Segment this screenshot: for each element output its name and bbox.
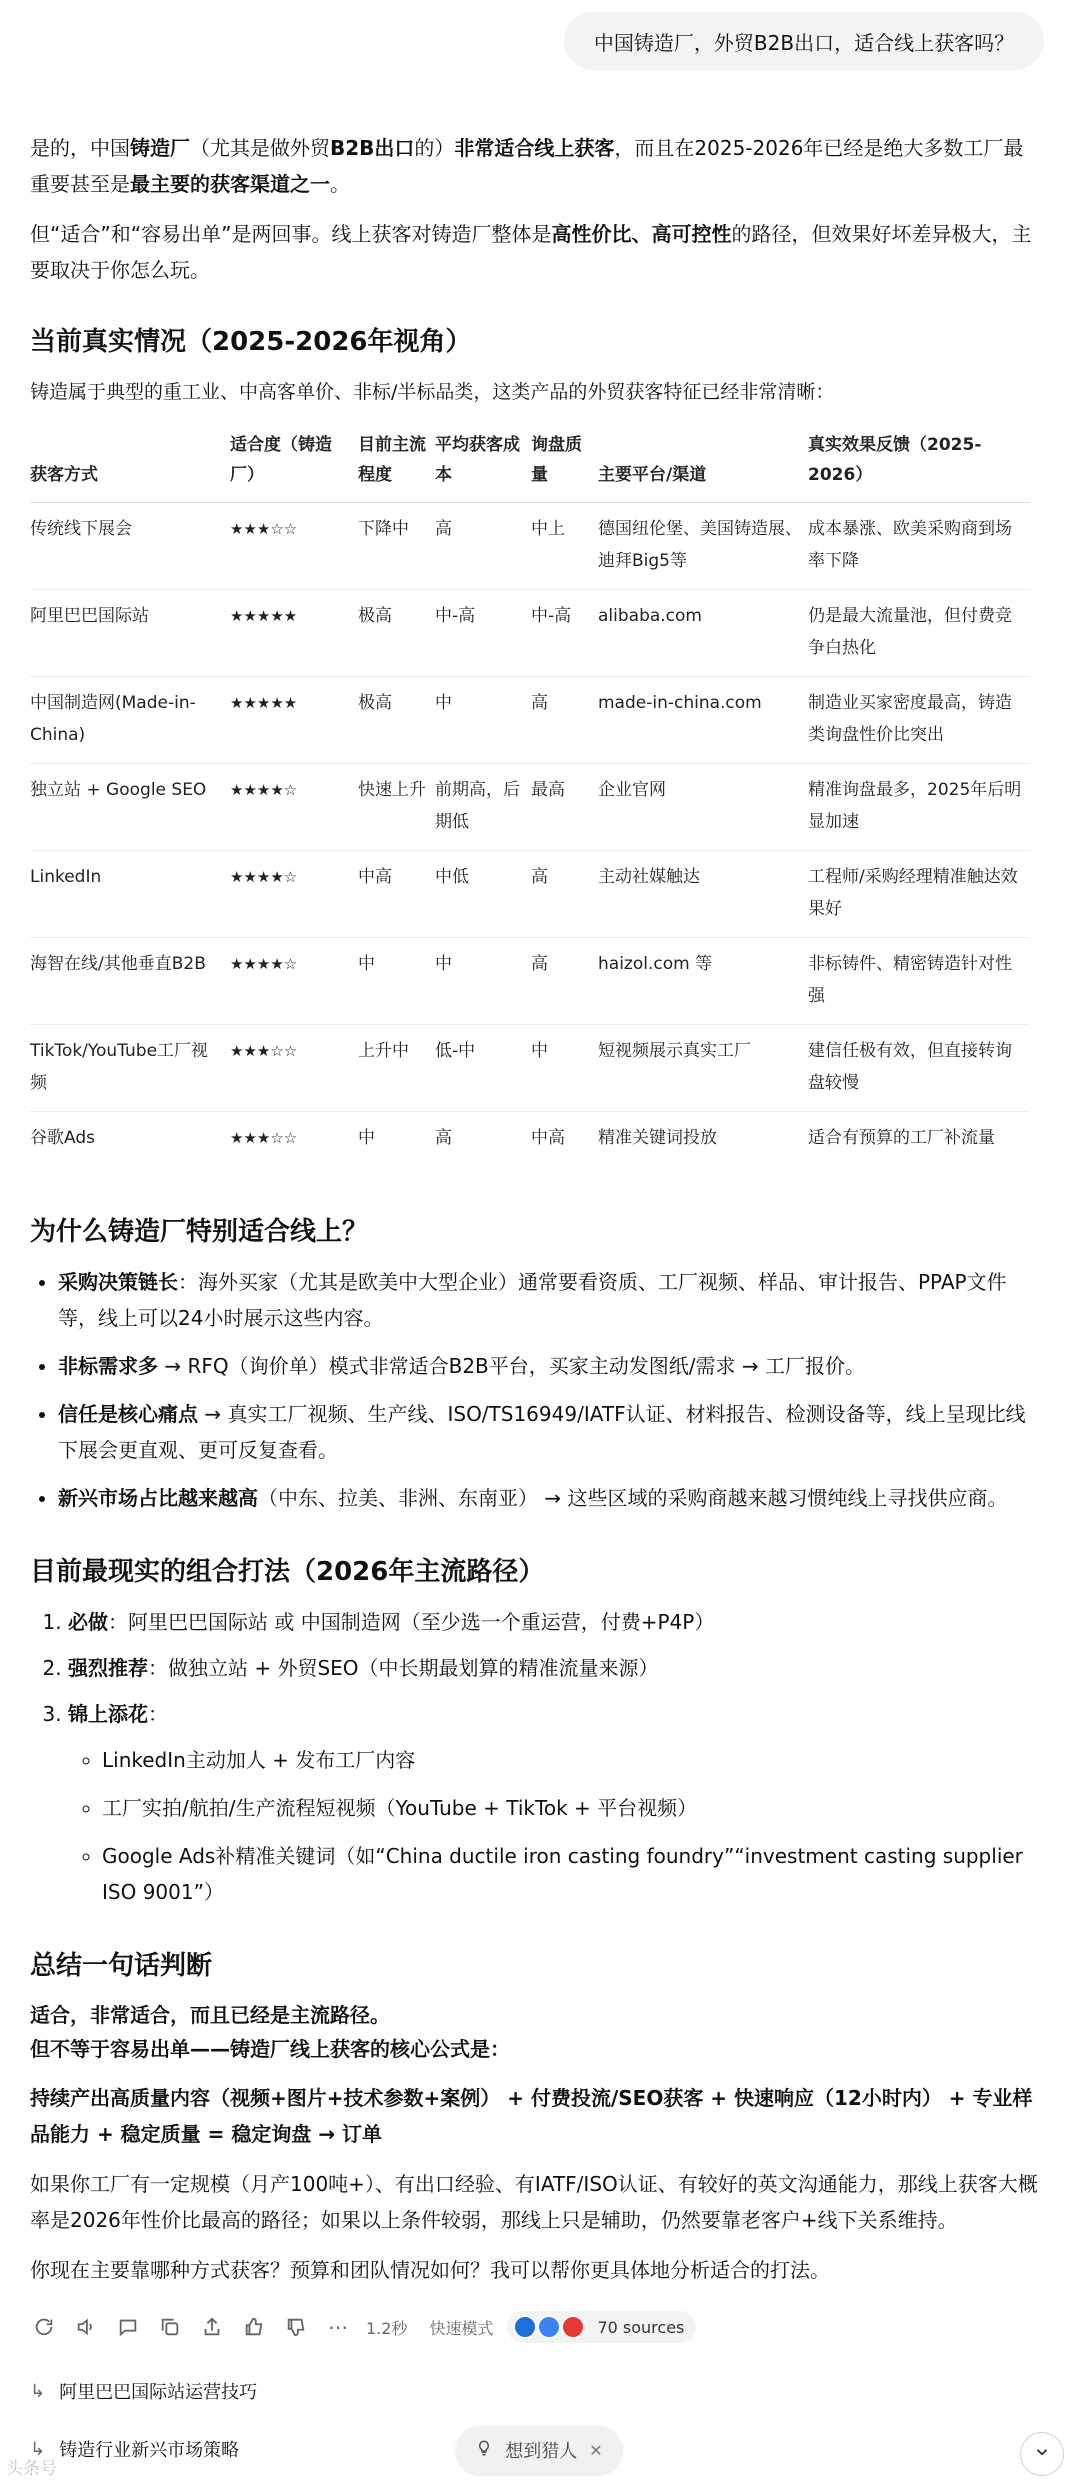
summary-line: 但不等于容易出单——铸造厂线上获客的核心公式是： (30, 2037, 510, 2061)
table-header-cell: 主要平台/渠道 (598, 424, 808, 503)
rating-stars: ★★★★★ (230, 590, 358, 677)
table-cell: 谷歌Ads (30, 1128, 95, 1148)
source-favicon (513, 2315, 537, 2339)
user-message-text: 中国铸造厂，外贸B2B出口，适合线上获客吗？ (593, 30, 1015, 55)
table-header-cell: 适合度（铸造厂） (230, 424, 358, 503)
section-title: 为什么铸造厂特别适合线上？ (30, 1217, 369, 1247)
sub-list-item: ◦ 工厂实拍/航拍/生产流程短视频（YouTube + TikTok + 平台视频） (102, 1790, 1040, 1826)
table-row (30, 938, 1030, 1025)
rating-stars: ★★★☆☆ (230, 503, 358, 590)
table-cell: 高 (531, 677, 598, 764)
table-cell: 精准关键词投放 (598, 1128, 717, 1148)
intro-paragraph: 但“适合”和“容易出单”是两回事。线上获客对铸造厂整体是高性价比、高可控性的路径，但效果好坏差异极大，主要取决于你怎么玩。 (30, 222, 1032, 282)
table-cell: haizol.com 等 (598, 938, 808, 1025)
table-cell: 适合有预算的工厂补流量 (808, 1128, 995, 1148)
list-item: • 采购决策链长：海外买家（尤其是欧美中大型企业）通常要看资质、工厂视频、样品、审计报告、PPAP文件等，线上可以24小时展示这些内容。 (58, 1264, 1040, 1336)
more-icon[interactable]: ⋯ (328, 2315, 348, 2339)
table-row (30, 1112, 1030, 1167)
table-cell: 极高 (358, 590, 435, 677)
table-cell: 高 (435, 503, 531, 590)
table-cell: 中国制造网(Made-in-China) (30, 677, 230, 764)
sources-count: 70 sources (597, 2317, 685, 2337)
table-cell: 海智在线/其他垂直B2B (30, 938, 230, 1025)
bulb-icon (475, 2438, 493, 2463)
thumbs-down-icon[interactable] (282, 2313, 310, 2341)
sub-list-item: ◦ LinkedIn主动加人 + 发布工厂内容 (102, 1742, 1040, 1778)
summary-lines (30, 1998, 1040, 2066)
response-toolbar (30, 2310, 696, 2344)
list-item: • 非标需求多 → RFQ（询价单）模式非常适合B2B平台，买家主动发图纸/需求 → 工厂报价。 (58, 1348, 1040, 1384)
source-favicon (561, 2315, 585, 2339)
rating-stars: ★★★★☆ (230, 938, 358, 1025)
rating-stars: ★★★☆☆ (230, 1025, 358, 1112)
sub-list (68, 1742, 1040, 1910)
table-body (30, 503, 1030, 1167)
reasons-list (30, 1264, 1040, 1516)
table-header-cell: 获客方式 (30, 424, 230, 503)
share-icon[interactable] (198, 2313, 226, 2341)
table-cell: 高 (531, 938, 598, 1025)
response-mode: 快速模式 (429, 2318, 494, 2338)
table-row (30, 851, 1030, 938)
thumbs-up-icon[interactable] (240, 2313, 268, 2341)
table-cell: 短视频展示真实工厂 (598, 1025, 808, 1112)
table-row (30, 590, 1030, 677)
table-row (30, 677, 1030, 764)
section-title: 总结一句话判断 (30, 1951, 213, 1981)
speaker-icon[interactable] (72, 2313, 100, 2341)
table-cell: 德国纽伦堡、美国铸造展、迪拜Big5等 (598, 503, 808, 590)
table-header-cell: 平均获客成本 (435, 424, 531, 503)
section-lead: 铸造属于典型的重工业、中高客单价、非标/半标品类，这类产品的外贸获客特征已经非常清晰： (30, 381, 835, 403)
table-cell: 企业官网 (598, 764, 808, 851)
table-cell: 下降中 (358, 503, 435, 590)
assistant-answer (30, 130, 1040, 2302)
table-cell: 精准询盘最多，2025年后明显加速 (808, 764, 1030, 851)
scroll-down-button[interactable] (1020, 2432, 1064, 2476)
user-message-bubble (564, 12, 1044, 70)
list-item: • 新兴市场占比越来越高（中东、拉美、非洲、东南亚） → 这些区域的采购商越来越习惯纯线上寻找供应商。 (58, 1480, 1040, 1516)
watermark: 头条号 (6, 2459, 57, 2479)
table-header-cell: 真实效果反馈（2025-2026） (808, 424, 1030, 503)
suggestion-text: 铸造行业新兴市场策略 (59, 2440, 240, 2461)
sub-list-item: ◦ Google Ads补精准关键词（如“China ductile iron casting foundry”“investment casting supplier ISO 9001”） (102, 1838, 1040, 1910)
table-cell: 仍是最大流量池，但付费竞争白热化 (808, 590, 1030, 677)
list-item: 1. 必做：阿里巴巴国际站 或 中国制造网（至少选一个重运营，付费+P4P） (68, 1604, 1040, 1640)
table-cell: 成本暴涨、欧美采购商到场率下降 (808, 503, 1030, 590)
summary-formula: 持续产出高质量内容（视频+图片+技术参数+案例） + 付费投流/SEO获客 + 快速响应（12小时内） + 专业样品能力 + 稳定质量 = 稳定询盘 → 订单 (30, 2086, 1033, 2146)
table-cell: 中-高 (435, 590, 531, 677)
table-header-cell: 目前主流程度 (358, 424, 435, 503)
table-cell: 上升中 (358, 1025, 435, 1112)
section-title: 当前真实情况（2025-2026年视角） (30, 327, 472, 357)
arrow-return-icon: ↳ (30, 2380, 46, 2402)
table-cell: 高 (435, 1128, 452, 1148)
copy-icon[interactable] (156, 2313, 184, 2341)
intro (30, 130, 1040, 288)
table-cell: 中 (358, 938, 435, 1025)
response-time: 1.2秒 (366, 2318, 408, 2338)
table-row (30, 503, 1030, 590)
table-cell: LinkedIn (30, 851, 230, 938)
source-favicon (537, 2315, 561, 2339)
suggestion-text: 阿里巴巴国际站运营技巧 (59, 2382, 258, 2403)
table-cell: 中 (358, 1128, 375, 1148)
table-cell: 中-高 (531, 590, 598, 677)
table-cell: TikTok/YouTube工厂视频 (30, 1025, 230, 1112)
table-cell: 中 (435, 677, 531, 764)
floating-pill-label: 想到猎人 (505, 2441, 578, 2462)
rating-stars: ★★★★☆ (230, 764, 358, 851)
suggestion-item[interactable] (30, 2378, 257, 2404)
table-cell: alibaba.com (598, 590, 808, 677)
table-cell: 极高 (358, 677, 435, 764)
intro-paragraph: 是的，中国铸造厂（尤其是做外贸B2B出口的）非常适合线上获客，而且在2025-2026年已经是绝大多数工厂最重要甚至是最主要的获客渠道之一。 (30, 136, 1024, 196)
table-cell: 主动社媒触达 (598, 851, 808, 938)
rating-stars: ★★★★★ (230, 677, 358, 764)
table-cell: 中低 (435, 851, 531, 938)
table-cell: 低-中 (435, 1025, 531, 1112)
regenerate-icon[interactable] (30, 2313, 58, 2341)
table-cell: 中 (435, 938, 531, 1025)
table-cell: 中高 (531, 1128, 565, 1148)
comment-icon[interactable] (114, 2313, 142, 2341)
rating-stars: ★★★★☆ (230, 851, 358, 938)
channel-comparison-table (30, 424, 1030, 1166)
table-cell: 中 (531, 1025, 598, 1112)
sources-button[interactable] (507, 2311, 696, 2343)
table-cell: 制造业买家密度最高，铸造类询盘性价比突出 (808, 677, 1030, 764)
chevron-down-icon (1033, 2442, 1051, 2466)
table-row (30, 764, 1030, 851)
table-cell: 建信任极有效，但直接转询盘较慢 (808, 1025, 1030, 1112)
table-cell: 中上 (531, 503, 598, 590)
rating-stars: ★★★☆☆ (230, 1129, 298, 1147)
table-cell: 工程师/采购经理精准触达效果好 (808, 851, 1030, 938)
floating-suggestion-pill[interactable] (456, 2426, 622, 2474)
table-cell: 阿里巴巴国际站 (30, 590, 230, 677)
close-icon[interactable]: ✕ (589, 2440, 603, 2460)
table-header-row (30, 424, 1030, 503)
table-header-cell: 询盘质量 (531, 424, 598, 503)
table-cell: 最高 (531, 764, 598, 851)
table-cell: 高 (531, 851, 598, 938)
list-item: 2. 强烈推荐：做独立站 + 外贸SEO（中长期最划算的精准流量来源） (68, 1650, 1040, 1686)
follow-up-question: 你现在主要靠哪种方式获客？预算和团队情况如何？我可以帮你更具体地分析适合的打法。 (30, 2258, 830, 2282)
list-item: • 信任是核心痛点 → 真实工厂视频、生产线、ISO/TS16949/IATF认证、材料报告、检测设备等，线上呈现比线下展会更直观、更可反复查看。 (58, 1396, 1040, 1468)
suggestion-item[interactable] (30, 2436, 239, 2462)
table-cell: 快速上升 (358, 764, 435, 851)
summary-line: 适合，非常适合，而且已经是主流路径。 (30, 2003, 390, 2027)
table-cell: 独立站 + Google SEO (30, 764, 230, 851)
table-cell: 非标铸件、精密铸造针对性强 (808, 938, 1030, 1025)
strategy-list (30, 1604, 1040, 1910)
table-cell: made-in-china.com (598, 677, 808, 764)
table-cell: 前期高，后期低 (435, 764, 531, 851)
table-cell: 中高 (358, 851, 435, 938)
summary-paragraph: 如果你工厂有一定规模（月产100吨+）、有出口经验、有IATF/ISO认证、有较好的英文沟通能力，那线上获客大概率是2026年性价比最高的路径；如果以上条件较弱，那线上只是辅助，仍然要靠老客户+线下关系维持。 (30, 2172, 1038, 2232)
arrow-return-icon: ↳ (30, 2438, 46, 2460)
table-row (30, 1025, 1030, 1112)
table-cell: 传统线下展会 (30, 503, 230, 590)
section-title: 目前最现实的组合打法（2026年主流路径） (30, 1557, 545, 1587)
list-item: 3. 锦上添花： ◦ LinkedIn主动加人 + 发布工厂内容 ◦ 工厂实拍/航拍/生产流程短视频（YouTube + TikTok + 平台视频） ◦ Google Ads补精准关键词（如“China ductile iron casting foundry”“investment casting supplier ISO 9001”） (68, 1696, 1040, 1910)
